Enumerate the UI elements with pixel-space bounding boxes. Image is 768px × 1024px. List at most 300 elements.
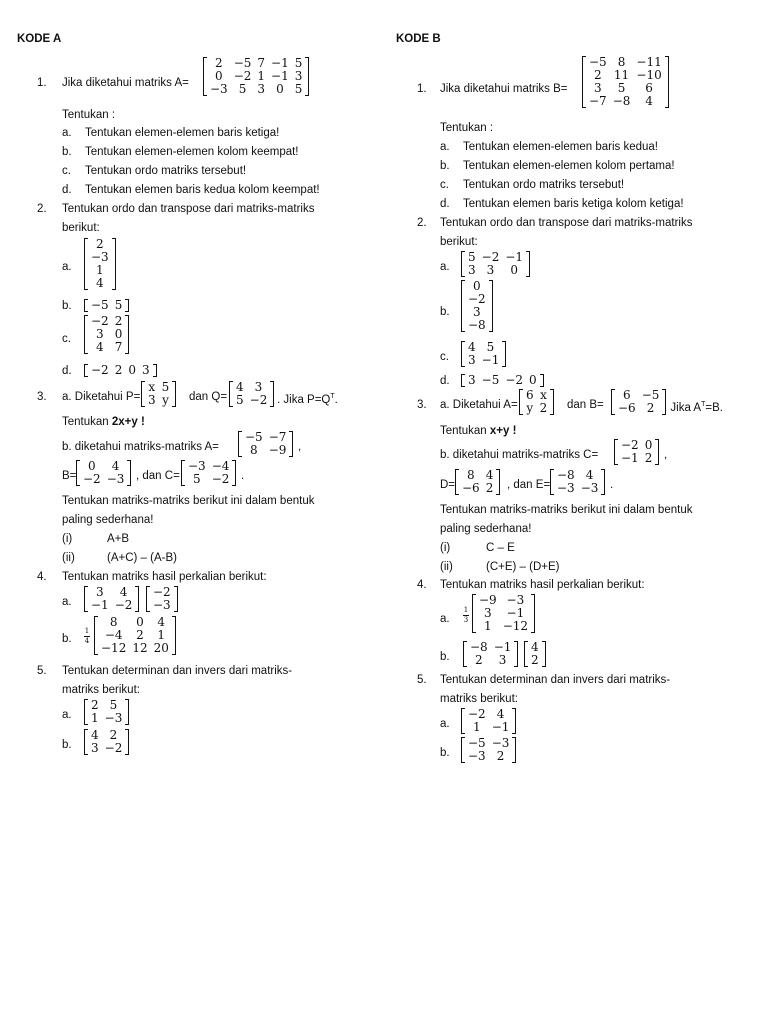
q1a-letter: a. <box>62 127 72 139</box>
q3b-ii-label: (ii) <box>62 552 75 564</box>
matrix-cell: 5 <box>238 82 247 96</box>
matrix-cell: 4 <box>96 340 104 354</box>
matrix-cells <box>465 280 489 332</box>
matrix-cell: −9 <box>479 593 497 607</box>
matrix-cell: 8 <box>617 55 626 69</box>
b-matrix-a <box>519 389 554 415</box>
matrix-row <box>465 374 540 387</box>
matrix-cell: 0 <box>114 327 123 341</box>
matrix-cell: 3 <box>468 263 476 277</box>
question-4-text: Tentukan matriks hasil perkalian berikut: <box>62 571 267 583</box>
right-bracket <box>174 586 178 612</box>
matrix-cells <box>88 299 125 312</box>
matrix-cell: −2 <box>91 363 109 377</box>
matrix-b <box>582 56 669 108</box>
matrix-row <box>465 354 502 367</box>
b-q5a-letter: a. <box>440 718 450 730</box>
b-q3b-comma: , <box>664 449 668 461</box>
kode-a-title: KODE A <box>17 33 62 45</box>
q4a-matrix-1 <box>84 586 139 612</box>
matrix-cells <box>465 708 512 734</box>
matrix-cell: 5 <box>109 698 118 712</box>
matrix-cells <box>465 341 502 367</box>
matrix-cell: 0 <box>510 263 519 277</box>
matrix-cells <box>150 586 174 612</box>
matrix-cell: −5 <box>245 430 263 444</box>
matrix-cell: −5 <box>641 388 660 402</box>
b-q4b-matrix-2 <box>524 641 546 667</box>
matrix-cell: 1 <box>473 720 481 734</box>
q3b-dan: , dan C= <box>136 470 180 482</box>
right-bracket <box>127 460 131 486</box>
q4b-fraction: 1 4 <box>84 627 90 645</box>
matrix-cells <box>615 389 662 415</box>
matrix-cells <box>88 315 125 354</box>
b-question-5-text-cont: matriks berikut: <box>440 693 518 705</box>
question-4-number: 4. <box>37 571 47 583</box>
question-2-number: 2. <box>37 203 47 215</box>
matrix-cell: −8 <box>557 468 575 482</box>
matrix-cell: 4 <box>236 380 244 394</box>
matrix-cell: −1 <box>91 598 109 612</box>
matrix-cell: −2 <box>468 292 486 306</box>
matrix-row <box>88 341 125 354</box>
q2b-letter: b. <box>62 300 72 312</box>
matrix-cell: 6 <box>645 81 653 95</box>
matrix-cell: 2 <box>215 56 223 70</box>
matrix-row <box>618 452 655 465</box>
matrix-row <box>554 482 601 495</box>
matrix-row <box>465 264 526 277</box>
matrix-cell: 2 <box>646 401 655 415</box>
matrix-cell: −1 <box>271 56 289 70</box>
b-question-2-number: 2. <box>417 217 427 229</box>
right-bracket <box>489 280 493 332</box>
b-question-5-number: 5. <box>417 674 427 686</box>
matrix-cell: −9 <box>268 443 287 457</box>
matrix-cell: 5 <box>486 340 495 354</box>
matrix-row <box>185 473 232 486</box>
right-bracket <box>289 431 293 457</box>
question-5-text-cont: matriks berikut: <box>62 684 140 696</box>
b-q1a-text: Tentukan elemen-elemen baris kedua! <box>463 141 658 153</box>
matrix-cell: −5 <box>481 373 500 387</box>
matrix-cell: −1 <box>481 353 500 367</box>
matrix-cell: 0 <box>215 69 223 83</box>
matrix-cell: −12 <box>101 641 127 655</box>
matrix-cell: 5 <box>161 380 170 394</box>
right-bracket <box>540 374 544 387</box>
matrix-cell: 3 <box>96 585 104 599</box>
matrix-cell: −8 <box>470 640 488 654</box>
right-bracket <box>526 251 530 277</box>
matrix-cell: 2 <box>114 363 123 377</box>
matrix-cell: 2 <box>594 68 602 82</box>
q1b-letter: b. <box>62 146 72 158</box>
matrix-cell: 2 <box>91 698 99 712</box>
b-q1d-text: Tentukan elemen baris ketiga kolom ketiga! <box>463 198 684 210</box>
b-q2c-letter: c. <box>440 351 449 363</box>
matrix-cell: 4 <box>496 707 505 721</box>
matrix-row <box>88 712 125 725</box>
q5b-matrix <box>84 729 129 755</box>
b-q4a-fraction: 1 3 <box>463 606 469 624</box>
right-bracket <box>655 439 659 465</box>
matrix-cell: 11 <box>613 68 630 82</box>
q1b-text: Tentukan elemen-elemen kolom keempat! <box>85 146 299 158</box>
matrix-cells <box>145 381 172 407</box>
b-question-1-text: Jika diketahui matriks B= <box>440 83 568 95</box>
q3b-matrix-c <box>181 460 236 486</box>
q5b-letter: b. <box>62 739 72 751</box>
matrix-row <box>467 654 514 667</box>
right-bracket <box>125 315 129 354</box>
matrix-cell: 3 <box>484 606 492 620</box>
q1d-text: Tentukan elemen baris kedua kolom keempat! <box>85 184 320 196</box>
right-bracket <box>135 586 139 612</box>
q2d-matrix <box>84 364 157 377</box>
matrix-cell: 0 <box>644 438 653 452</box>
matrix-cell: 2 <box>475 653 483 667</box>
right-bracket <box>514 641 518 667</box>
matrix-cell: −1 <box>493 640 512 654</box>
matrix-cell: −11 <box>636 55 662 69</box>
matrix-cell: 3 <box>468 373 476 387</box>
b-q1a-letter: a. <box>440 141 450 153</box>
matrix-row <box>233 394 270 407</box>
matrix-cells <box>523 389 550 415</box>
matrix-cells <box>242 431 289 457</box>
matrix-cells <box>465 251 526 277</box>
b-q3b-intro: b. diketahui matriks-matriks C= <box>440 449 599 461</box>
b-q5b-matrix <box>461 737 516 763</box>
b-q4a-letter: a. <box>440 613 450 625</box>
question-5-number: 5. <box>37 665 47 677</box>
matrix-cell: 8 <box>250 443 258 457</box>
b-q3b-matrix-e <box>550 469 605 495</box>
right-bracket <box>496 469 500 495</box>
matrix-cells <box>459 469 496 495</box>
matrix-cell: 8 <box>109 615 118 629</box>
matrix-cells <box>233 381 270 407</box>
matrix-cells <box>88 238 112 290</box>
matrix-cell: 4 <box>96 276 104 290</box>
matrix-cells <box>467 641 514 667</box>
matrix-row <box>586 95 665 108</box>
matrix-row <box>88 742 125 755</box>
matrix-cell: y <box>162 393 169 407</box>
matrix-cell: 0 <box>88 459 96 473</box>
matrix-cell: 4 <box>111 459 120 473</box>
matrix-cell: −8 <box>612 94 631 108</box>
q4a-letter: a. <box>62 596 72 608</box>
matrix-cell: −1 <box>621 451 639 465</box>
matrix-cells <box>88 364 153 377</box>
b-question-5-text: Tentukan determinan dan invers dari matriks- <box>440 674 671 686</box>
matrix-cell: 7 <box>114 340 123 354</box>
b-q2b-matrix <box>461 280 493 332</box>
matrix-cell: −6 <box>462 481 480 495</box>
matrix-cells <box>185 460 232 486</box>
matrix-cell: 2 <box>539 401 548 415</box>
matrix-cell: y <box>526 401 534 415</box>
matrix-cell: 3 <box>594 81 602 95</box>
matrix-row <box>98 642 172 655</box>
matrix-cell: 0 <box>529 373 537 387</box>
matrix-cell: 3 <box>473 305 481 319</box>
matrix-row <box>80 473 127 486</box>
b-q2a-matrix <box>461 251 530 277</box>
b-question-2-text-cont: berikut: <box>440 236 478 248</box>
q2c-letter: c. <box>62 333 71 345</box>
matrix-row <box>88 299 125 312</box>
matrix-cell: 3 <box>294 69 303 83</box>
matrix-cell: 2 <box>496 749 505 763</box>
matrix-cell: −2 <box>153 585 171 599</box>
matrix-cells <box>586 56 665 108</box>
matrix-row <box>88 277 112 290</box>
question-5-text: Tentukan determinan dan invers dari matriks- <box>62 665 293 677</box>
q2a-matrix <box>84 238 116 290</box>
q3b-comma: , <box>298 441 302 453</box>
q3b-dot: . <box>241 470 245 482</box>
matrix-cell: 2 <box>136 628 144 642</box>
matrix-cell: −4 <box>211 459 230 473</box>
matrix-cell: 20 <box>153 641 169 655</box>
question-2-text: Tentukan ordo dan transpose dari matriks-matriks <box>62 203 315 215</box>
q3b-task-cont: paling sederhana! <box>62 514 154 526</box>
q2c-matrix <box>84 315 129 354</box>
q1a-text: Tentukan elemen-elemen baris ketiga! <box>85 127 280 139</box>
matrix-cell: 12 <box>132 641 148 655</box>
matrix-cell: −12 <box>502 619 529 633</box>
right-bracket <box>601 469 605 495</box>
matrix-cell: −2 <box>104 741 123 755</box>
matrix-cell: 2 <box>114 314 123 328</box>
matrix-cell: 3 <box>468 353 476 367</box>
matrix-cell: 3 <box>498 653 507 667</box>
b-q4b-matrix-1 <box>463 641 518 667</box>
b-q3a-prefix: a. Diketahui A= <box>440 399 518 411</box>
b-q3b-d-prefix: D= <box>440 479 456 491</box>
matrix-row <box>476 620 531 633</box>
q5a-matrix <box>84 699 129 725</box>
q1c-text: Tentukan ordo matriks tersebut! <box>85 165 247 177</box>
b-q3b-i-label: (i) <box>440 542 451 554</box>
matrix-cell: 1 <box>96 263 104 277</box>
q2d-letter: d. <box>62 365 72 377</box>
matrix-cell: 4 <box>91 728 99 742</box>
right-bracket <box>542 641 546 667</box>
b-q3b-dot: . <box>610 479 614 491</box>
matrix-cells <box>88 729 125 755</box>
matrix-cell: −6 <box>618 401 636 415</box>
right-bracket <box>270 381 274 407</box>
right-bracket <box>125 699 129 725</box>
matrix-cell: −5 <box>468 736 486 750</box>
matrix-row <box>615 402 662 415</box>
b-q1b-letter: b. <box>440 160 450 172</box>
matrix-cell: 5 <box>236 393 244 407</box>
matrix-cell: −8 <box>468 318 486 332</box>
matrix-cell: −2 <box>468 707 486 721</box>
matrix-cell: −3 <box>91 250 109 264</box>
matrix-cell: −5 <box>589 55 607 69</box>
matrix-cell: −5 <box>91 298 109 312</box>
right-bracket <box>531 594 535 633</box>
right-bracket <box>232 460 236 486</box>
q3b-ii-text: (A+C) – (A-B) <box>107 552 177 564</box>
matrix-cell: 5 <box>617 81 626 95</box>
matrix-cells <box>528 641 542 667</box>
right-bracket <box>502 341 506 367</box>
matrix-cells <box>88 699 125 725</box>
b-q2b-letter: b. <box>440 306 450 318</box>
b-q1c-letter: c. <box>440 179 449 191</box>
question-3-number: 3. <box>37 391 47 403</box>
matrix-row <box>465 319 489 332</box>
b-q3a-condition: . Jika $A^T=B$. <box>664 401 723 414</box>
matrix-cell: 0 <box>136 615 144 629</box>
matrix-row <box>465 750 512 763</box>
matrix-cell: 0 <box>276 82 284 96</box>
matrix-cells <box>465 374 540 387</box>
matrix-cell: 3 <box>91 741 99 755</box>
b-q2d-matrix <box>461 374 544 387</box>
question-2-text-cont: berikut: <box>62 222 100 234</box>
matrix-p <box>141 381 176 407</box>
matrix-cell: −2 <box>83 472 101 486</box>
b-q1b-text: Tentukan elemen-elemen kolom pertama! <box>463 160 675 172</box>
right-bracket <box>550 389 554 415</box>
kode-b-title: KODE B <box>396 33 441 45</box>
q3b-matrix-b <box>76 460 131 486</box>
b-q2d-letter: d. <box>440 375 450 387</box>
matrix-row <box>465 721 512 734</box>
matrix-cell: −3 <box>210 82 228 96</box>
right-bracket <box>512 708 516 734</box>
b-q3b-ii-label: (ii) <box>440 561 453 573</box>
matrix-cell: 5 <box>294 82 303 96</box>
matrix-cell: 4 <box>585 468 594 482</box>
b-question-4-number: 4. <box>417 579 427 591</box>
matrix-cell: −7 <box>589 94 607 108</box>
b-q3a-dan: dan B= <box>567 399 604 411</box>
b-question-2-text: Tentukan ordo dan transpose dari matriks-matriks <box>440 217 693 229</box>
right-bracket <box>512 737 516 763</box>
q3b-task: Tentukan matriks-matriks berikut ini dalam bentuk <box>62 495 315 507</box>
matrix-cell: −1 <box>505 250 524 264</box>
matrix-cell: −3 <box>506 593 525 607</box>
b-q3b-i-text: C – E <box>486 542 515 554</box>
q5a-letter: a. <box>62 709 72 721</box>
q3b-i-label: (i) <box>62 533 73 545</box>
matrix-cell: −2 <box>505 373 524 387</box>
matrix-cell: −2 <box>114 598 133 612</box>
matrix-cell: 6 <box>623 388 631 402</box>
b-tentukan-label: Tentukan : <box>440 122 494 134</box>
q3b-intro: b. diketahui matriks-matriks A= <box>62 441 219 453</box>
matrix-cell: −1 <box>271 69 289 83</box>
matrix-cell: 4 <box>119 585 128 599</box>
right-bracket <box>112 238 116 290</box>
matrix-cell: 5 <box>193 472 201 486</box>
matrix-row <box>528 654 542 667</box>
b-q4b-letter: b. <box>440 651 450 663</box>
matrix-a <box>203 57 309 96</box>
matrix-cell: −4 <box>104 628 123 642</box>
matrix-cell: 2 <box>531 653 539 667</box>
matrix-cell: 4 <box>531 640 539 654</box>
matrix-cell: 3 <box>148 393 156 407</box>
matrix-cells <box>554 469 601 495</box>
matrix-cell: 3 <box>257 82 266 96</box>
right-bracket <box>665 56 669 108</box>
right-bracket <box>125 729 129 755</box>
b-question-3-number: 3. <box>417 399 427 411</box>
matrix-cell: −2 <box>481 250 500 264</box>
matrix-cells <box>618 439 655 465</box>
matrix-cell: 0 <box>128 363 136 377</box>
matrix-cell: 5 <box>468 250 476 264</box>
matrix-cells <box>207 57 305 96</box>
matrix-cell: −5 <box>233 56 252 70</box>
b-q1d-letter: d. <box>440 198 450 210</box>
b-q3b-task: Tentukan matriks-matriks berikut ini dalam bentuk <box>440 504 693 516</box>
matrix-cell: −2 <box>621 438 639 452</box>
matrix-cell: −2 <box>211 472 230 486</box>
q2a-letter: a. <box>62 261 72 273</box>
right-bracket <box>172 381 176 407</box>
matrix-cells <box>88 586 135 612</box>
matrix-row <box>150 599 174 612</box>
b-q2c-matrix <box>461 341 506 367</box>
matrix-cell: 2 <box>485 481 494 495</box>
matrix-cell: −3 <box>557 481 575 495</box>
matrix-cell: −3 <box>580 481 599 495</box>
matrix-cell: −3 <box>188 459 206 473</box>
matrix-cells <box>98 616 172 655</box>
b-matrix-b2 <box>611 389 666 415</box>
q1c-letter: c. <box>62 165 71 177</box>
matrix-cell: 5 <box>114 298 123 312</box>
matrix-cell: 8 <box>467 468 475 482</box>
matrix-cell: 5 <box>294 56 303 70</box>
matrix-row <box>145 394 172 407</box>
matrix-cell: 1 <box>91 711 99 725</box>
b-q1c-text: Tentukan ordo matriks tersebut! <box>463 179 625 191</box>
matrix-cell: 2 <box>109 728 118 742</box>
q1d-letter: d. <box>62 184 72 196</box>
matrix-cell: 3 <box>141 363 150 377</box>
matrix-cell: 2 <box>644 451 653 465</box>
matrix-cell: −2 <box>249 393 268 407</box>
q3b-i-text: A+B <box>107 533 130 545</box>
q3a-condition: . Jika $P=Q^T$. <box>277 393 338 406</box>
matrix-q <box>229 381 274 407</box>
matrix-cell: x <box>148 380 156 394</box>
matrix-row <box>88 599 135 612</box>
q3b-b-prefix: B= <box>62 470 77 482</box>
q4b-letter: b. <box>62 633 72 645</box>
b-q2a-letter: a. <box>440 261 450 273</box>
b-q3a-task: Tentukan x+y ! <box>440 425 517 437</box>
matrix-cell: 4 <box>157 615 166 629</box>
q4a-matrix-2 <box>146 586 178 612</box>
matrix-cell: 7 <box>257 56 266 70</box>
b-question-4-text: Tentukan matriks hasil perkalian berikut: <box>440 579 645 591</box>
matrix-cell: −10 <box>636 68 662 82</box>
